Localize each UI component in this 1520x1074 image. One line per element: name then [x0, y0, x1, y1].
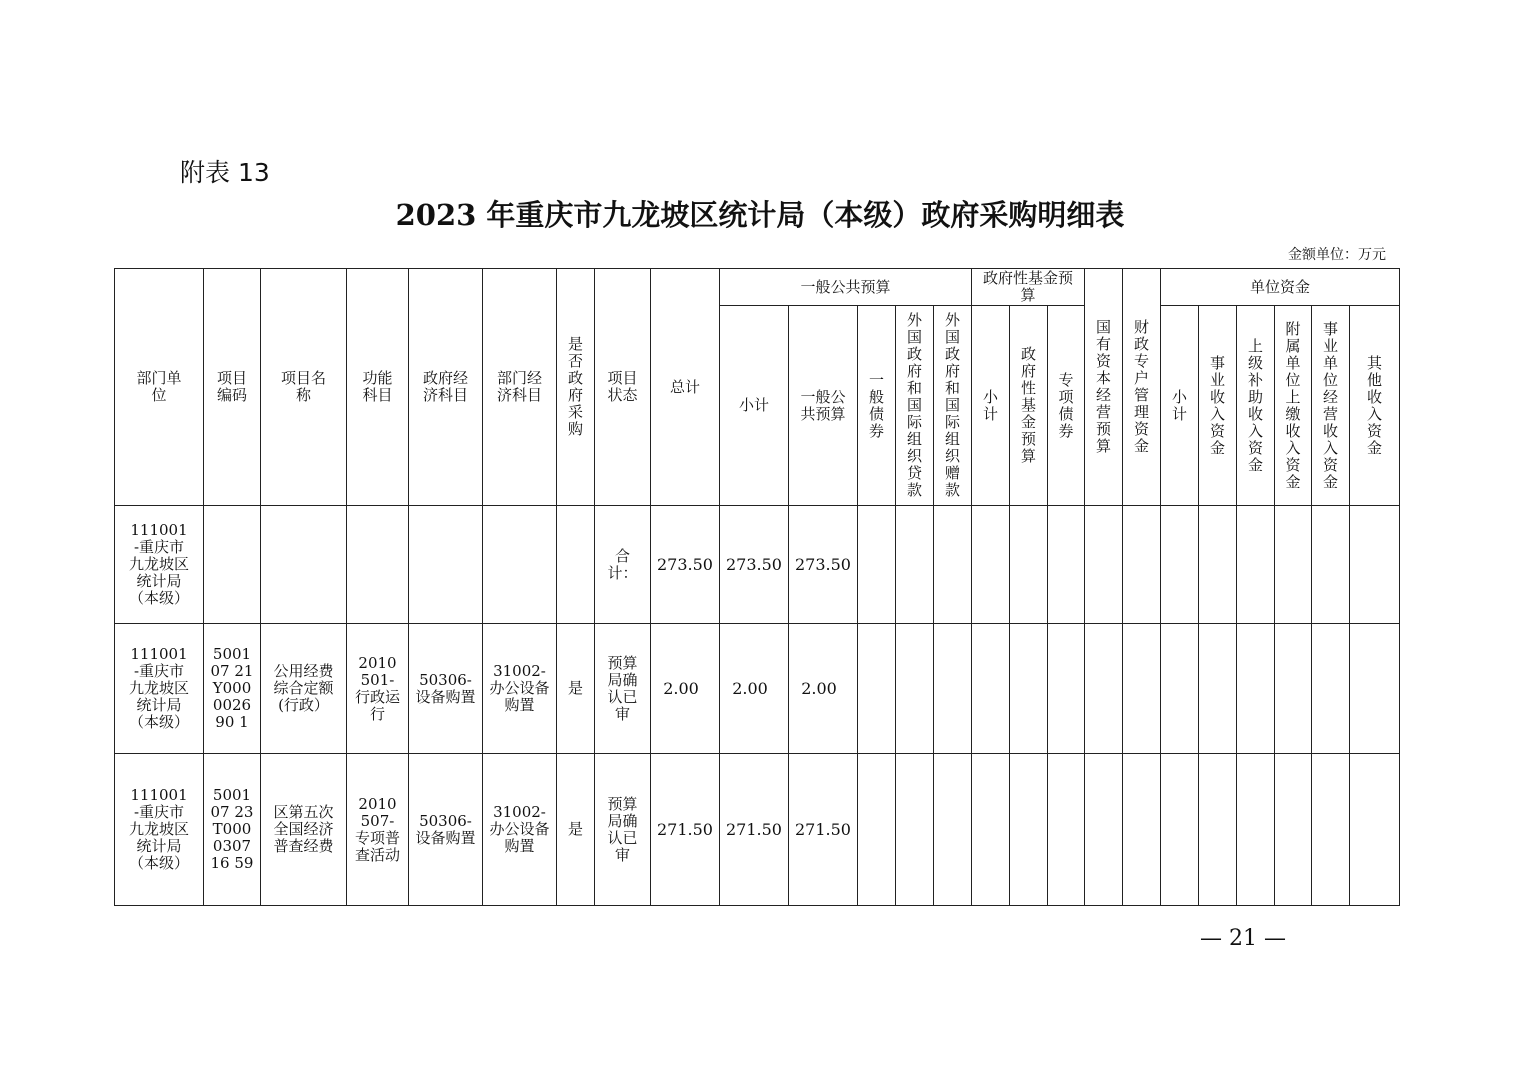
header-function-subject: 功能科目	[347, 269, 409, 506]
cell-function-subject	[347, 506, 409, 624]
procurement-table	[114, 268, 1400, 906]
cell-is-gov-purchase	[557, 506, 595, 624]
cell-project-status: 预算局确认已审	[595, 754, 651, 906]
cell-gov-econ-subject: 50306-设备购置	[409, 624, 483, 754]
cell-project-status: 预算局确认已审	[595, 624, 651, 754]
header-gfb-fund: 政府性基金预算	[1010, 306, 1048, 506]
cell-project-code: 500107 23T000030716 59	[204, 754, 261, 906]
header-uf-superior-subsidy: 上级补助收入资金	[1237, 306, 1275, 506]
table-row	[115, 754, 1400, 906]
header-dept-econ-subject: 部门经济科目	[483, 269, 557, 506]
cell-function-subject: 2010507-专项普查活动	[347, 754, 409, 906]
unit-label: 金额单位：万元	[1288, 247, 1386, 263]
cell-project-code: 500107 21Y000002690 1	[204, 624, 261, 754]
header-unit-funds: 单位资金	[1161, 269, 1400, 306]
cell-gpb-general: 2.00	[789, 624, 858, 754]
header-uf-affiliated-income: 附属单位上缴收入资金	[1275, 306, 1312, 506]
header-is-gov-purchase: 是否政府采购	[557, 269, 595, 506]
table-row	[115, 506, 1400, 624]
header-project-name: 项目名称	[261, 269, 347, 506]
cell-total: 2.00	[651, 624, 720, 754]
header-gpb-foreign-grant: 外国政府和国际组织赠款	[934, 306, 972, 506]
cell-total: 271.50	[651, 754, 720, 906]
header-general-public-budget: 一般公共预算	[720, 269, 972, 306]
cell-dept-econ-subject: 31002-办公设备购置	[483, 754, 557, 906]
header-fiscal-special-account: 财政专户管理资金	[1123, 269, 1161, 506]
header-gfb-special-bond: 专项债券	[1048, 306, 1085, 506]
cell-dept-unit: 111001-重庆市九龙坡区统计局（本级）	[115, 506, 204, 624]
page-title: 2023 年重庆市九龙坡区统计局（本级）政府采购明细表	[395, 198, 1125, 232]
header-gfb-subtotal: 小计	[972, 306, 1010, 506]
cell-project-status: 合计：	[595, 506, 651, 624]
header-gpb-subtotal: 小计	[720, 306, 789, 506]
header-total: 总计	[651, 269, 720, 506]
cell-dept-econ-subject: 31002-办公设备购置	[483, 624, 557, 754]
cell-total: 273.50	[651, 506, 720, 624]
table-row	[115, 624, 1400, 754]
header-state-capital-budget: 国有资本经营预算	[1085, 269, 1123, 506]
cell-dept-unit: 111001-重庆市九龙坡区统计局（本级）	[115, 754, 204, 906]
cell-is-gov-purchase: 是	[557, 624, 595, 754]
header-uf-other-income: 其他收入资金	[1350, 306, 1400, 506]
cell-gpb-general: 273.50	[789, 506, 858, 624]
cell-project-name: 区第五次全国经济普查经费	[261, 754, 347, 906]
header-gov-econ-subject: 政府经济科目	[409, 269, 483, 506]
header-project-code: 项目编码	[204, 269, 261, 506]
header-uf-business-income: 事业单位经营收入资金	[1312, 306, 1350, 506]
cell-gpb-subtotal: 273.50	[720, 506, 789, 624]
cell-project-code	[204, 506, 261, 624]
header-gpb-general-bond: 一般债券	[858, 306, 896, 506]
appendix-label: 附表 13	[180, 158, 270, 187]
cell-gov-econ-subject	[409, 506, 483, 624]
cell-gpb-subtotal: 271.50	[720, 754, 789, 906]
header-project-status: 项目状态	[595, 269, 651, 506]
cell-function-subject: 2010501-行政运行	[347, 624, 409, 754]
header-dept-unit: 部门单位	[115, 269, 204, 506]
cell-is-gov-purchase: 是	[557, 754, 595, 906]
header-uf-subtotal: 小计	[1161, 306, 1199, 506]
header-row-1	[115, 269, 1400, 306]
header-gpb-general: 一般公共预算	[789, 306, 858, 506]
cell-gpb-general: 271.50	[789, 754, 858, 906]
header-gov-fund-budget: 政府性基金预算	[972, 269, 1085, 306]
header-uf-institution-income: 事业收入资金	[1199, 306, 1237, 506]
page-number: — 21 —	[1200, 926, 1286, 951]
cell-dept-econ-subject	[483, 506, 557, 624]
cell-gov-econ-subject: 50306-设备购置	[409, 754, 483, 906]
header-gpb-foreign-loan: 外国政府和国际组织贷款	[896, 306, 934, 506]
cell-project-name	[261, 506, 347, 624]
cell-gpb-subtotal: 2.00	[720, 624, 789, 754]
cell-project-name: 公用经费综合定额(行政）	[261, 624, 347, 754]
cell-dept-unit: 111001-重庆市九龙坡区统计局（本级）	[115, 624, 204, 754]
